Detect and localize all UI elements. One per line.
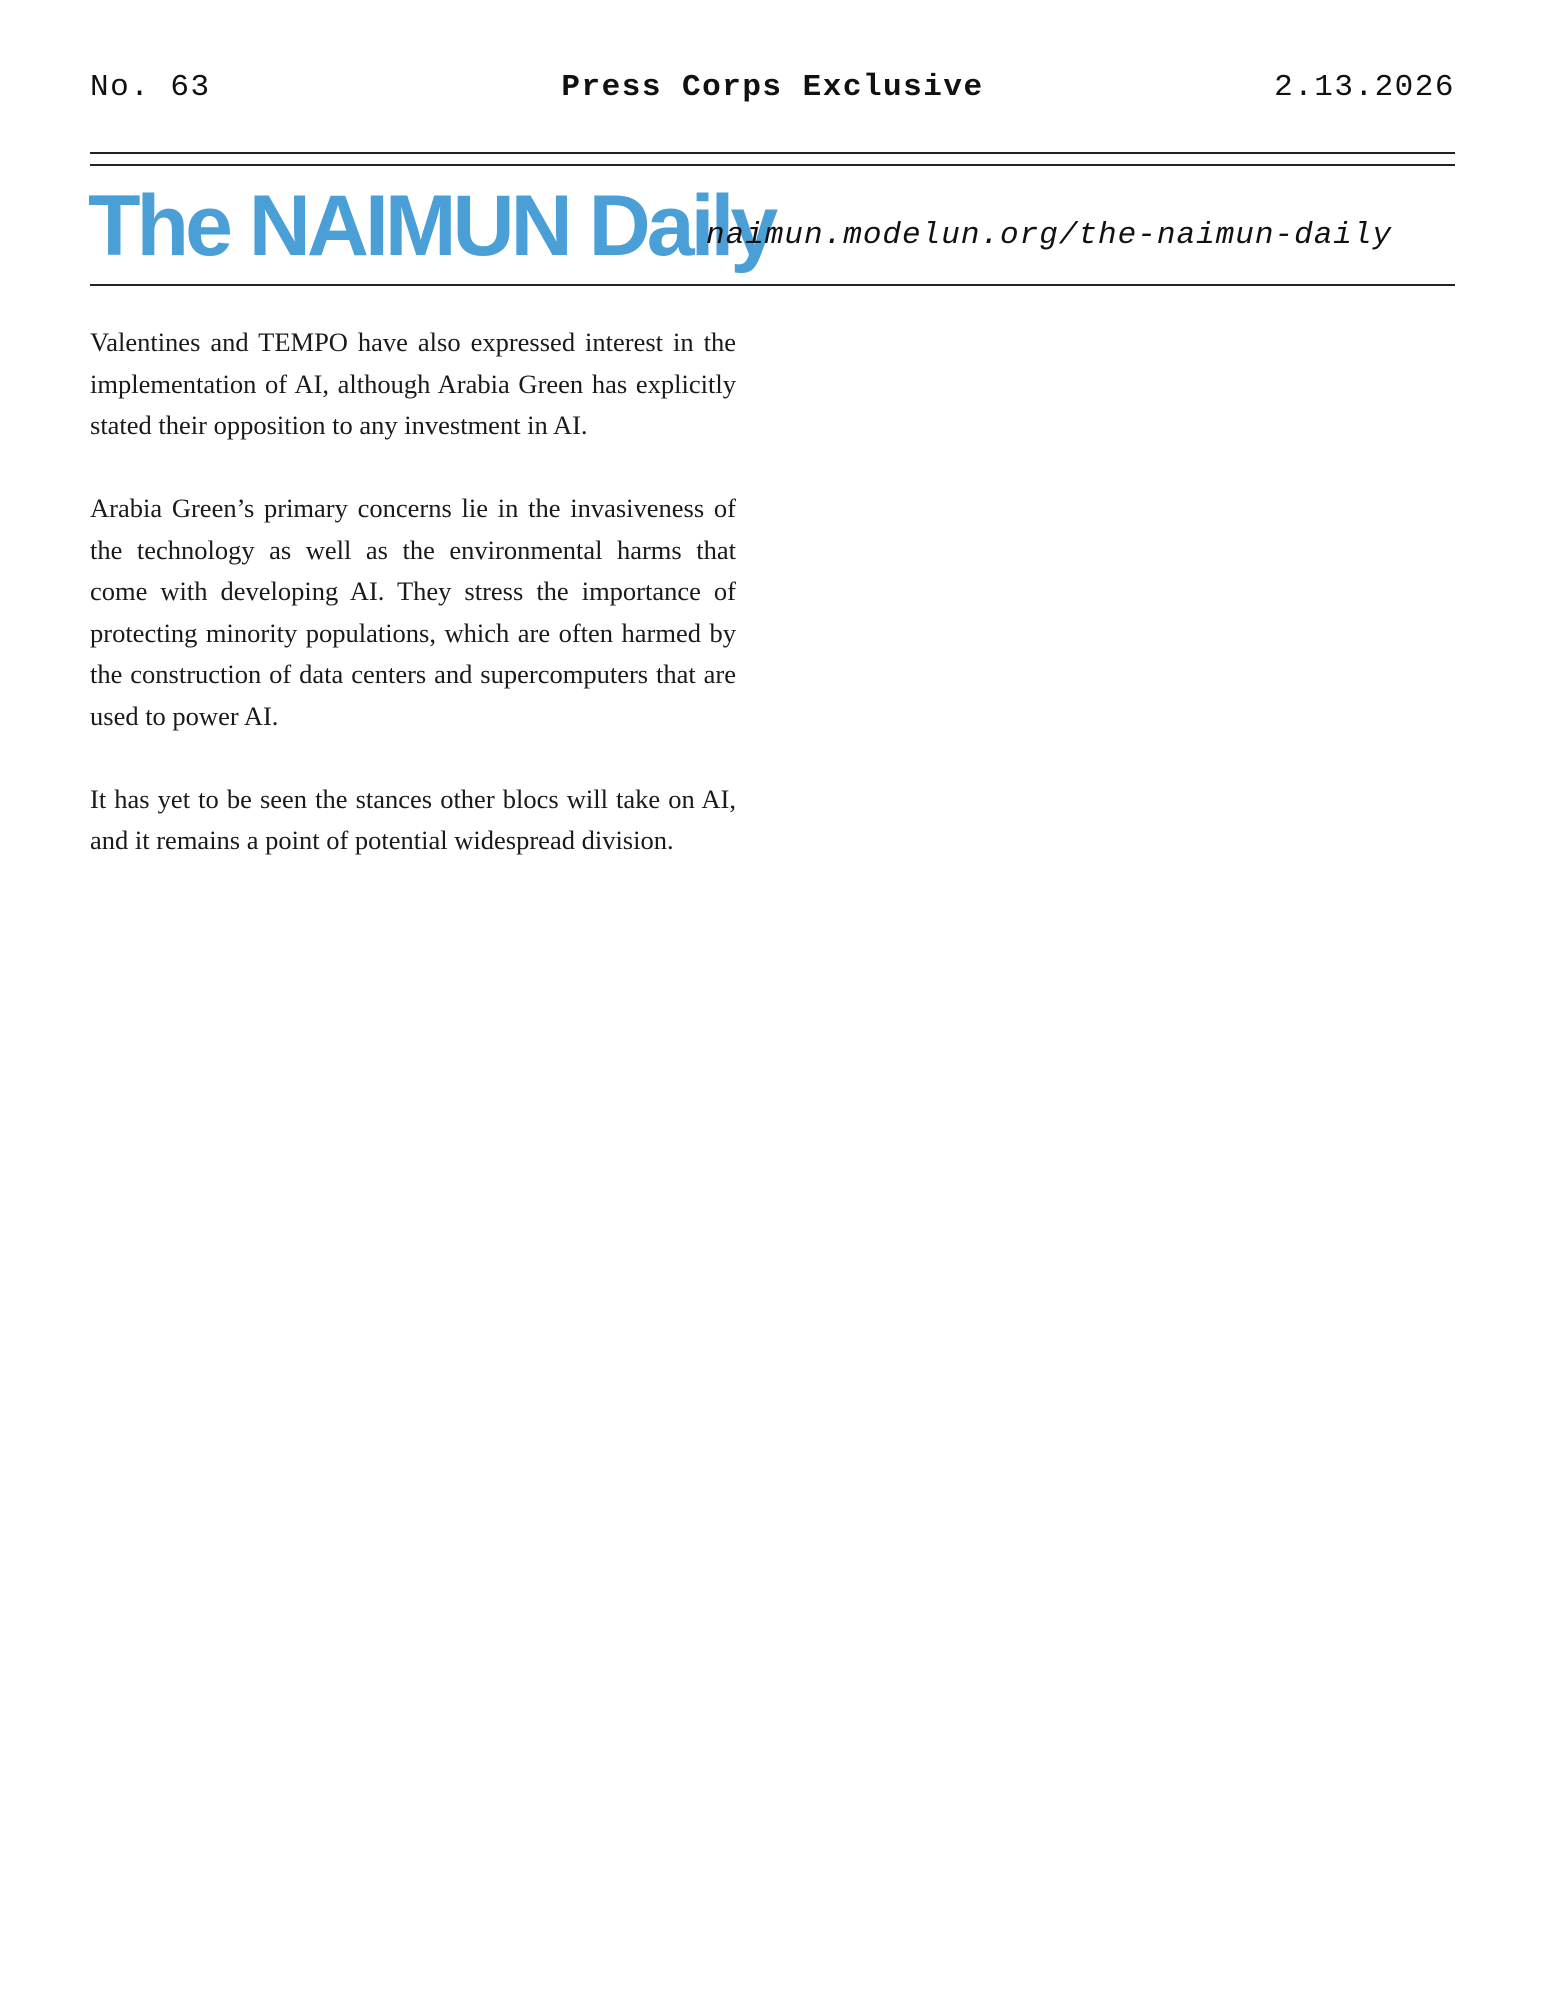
issue-number: No. 63	[90, 70, 211, 105]
newspaper-title: The NAIMUN Daily	[88, 178, 775, 274]
section-label: Press Corps Exclusive	[561, 70, 984, 105]
article-paragraph: It has yet to be seen the stances other blocs will take on AI, and it remains a point of potential widespread division.	[90, 783, 736, 855]
newspaper-url[interactable]: naimun.modelun.org/the-naimun-daily	[706, 218, 1393, 253]
top-divider-secondary	[90, 164, 1455, 166]
issue-header	[90, 70, 1455, 114]
issue-date: 2.13.2026	[1274, 70, 1455, 105]
article-paragraph: Valentines and TEMPO have also expressed interest in the implementation of AI, although Arabia Green has explicitly stated their opposition to any investment in AI.	[90, 327, 736, 440]
top-divider	[90, 152, 1455, 154]
article-paragraph: Arabia Green’s primary concerns lie in the invasiveness of the technology as well as the environmental harms that come with developing AI. They stress the importance of protecting minority populations, which are often harmed by the construction of data centers and supercomputers that are used to power AI.	[90, 493, 736, 731]
article-body	[90, 322, 736, 903]
masthead-divider	[90, 284, 1455, 286]
